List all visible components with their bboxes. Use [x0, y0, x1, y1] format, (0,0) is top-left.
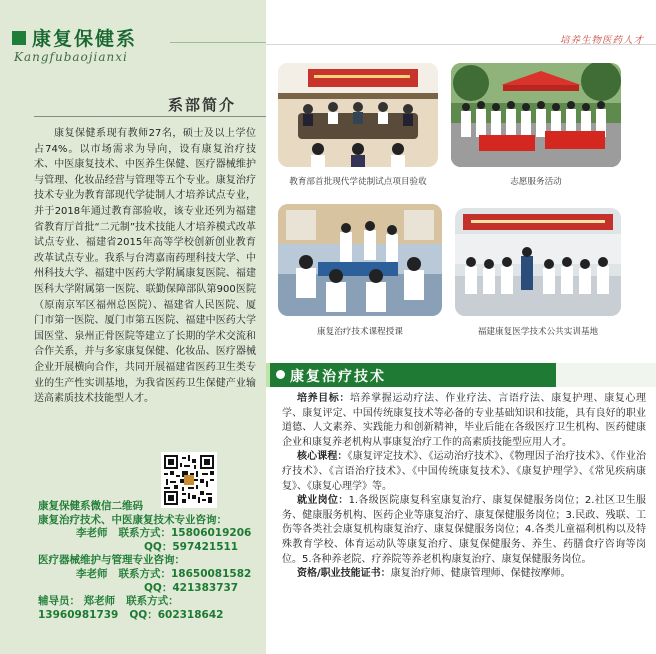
counselor-label: 辅导员： [38, 595, 80, 608]
group1-title: 康复治疗技术、中医康复技术专业咨询： [38, 513, 227, 526]
group2-qq-line [38, 582, 260, 596]
program-details [282, 392, 646, 582]
volunteer-photo-image [451, 63, 621, 167]
program-jobs [282, 494, 646, 567]
counselor-qq[interactable]: 602318642 [157, 608, 224, 621]
group1-qq-label: QQ： [144, 540, 173, 553]
jobs-text: 1.各级医院康复科室康复治疗、康复保健服务岗位；2.社区卫生服务、健康服务机构、医药企业等康复治疗、康复保健服务岗位；3.民政、残联、工伤等各类社会康复机构康复治疗、康复保健服务岗位；4.各类儿童福利机构以及特殊教育学校、体育运动队等康复治疗、康复保健服务、养生、药膳食疗咨询等岗位。5.各种养老院、疗养院等养老机构康复治疗、康复保健服务岗位。 [282, 495, 647, 565]
slogan: 培养生物医药人才 [559, 35, 644, 46]
wechat-label: 康复保健系微信二维码 [38, 500, 143, 512]
section-title-bar-tail [556, 363, 656, 387]
group2-title: 医疗器械维护与管理专业咨询： [38, 554, 185, 567]
group1-teacher: 李老师 [76, 527, 108, 540]
circle-bullet-icon [276, 370, 285, 379]
counselor-phone[interactable]: 13960981739 [38, 608, 119, 621]
intro-divider [34, 116, 266, 117]
cert-label: 资格/职业技能证书： [297, 568, 391, 580]
photo-course-teaching [278, 204, 442, 316]
counselor-name: 郑老师 [83, 595, 116, 608]
program-title: 康复治疗技术 [290, 369, 386, 385]
jobs-label: 就业岗位： [297, 495, 349, 507]
group1-phone-label: 联系方式： [118, 527, 171, 540]
photo-caption-acceptance: 教育部首批现代学徒制试点项目验收 [289, 177, 427, 187]
intro-text: 康复保健系现有教师27名，硕士及以上学位占74%。以市场需求为导向，设有康复治疗技术、中医康复技术、中医养生保健、医疗器械维护与管理、化妆品经营与管理等五个专业。康复治疗技术专业为教育部现代学徒制人才培养试点专业，并于2018年通过教育部验收，该专业还列为福建省教育厅首批“二元制”技术技能人才培养模式改革试点专业、福建省2015年高等学校创新创业教育改革试点专业。我系与台湾嘉南药理科技大学、中州科技大学、福建中医药大学附属康复医院、福建医科大学附属第一医院、联勤保障部队第900医院（原南京军区福州总医院）、福建省人民医院、厦门市第一医院、厦门市第五医院、福建中医药大学国医堂、泉州正骨医院等建立了长期的学术交流和合作关系，并与多家康复保健、化妆品、医疗器械企业开展横向合作，共同开展福建省医药卫生类专业的生产性实训基地，为我省医药卫生保健产业输送高素质技术技能型人才。 [34, 128, 256, 405]
photo-volunteer-activity [451, 63, 621, 167]
photo-caption-volunteer: 志愿服务活动 [510, 177, 562, 187]
qr-code-icon [164, 455, 214, 505]
header-divider [170, 42, 266, 43]
department-header [12, 24, 137, 51]
photo-caption-training-base: 福建康复医学技术公共实训基地 [477, 327, 599, 337]
group2-teacher: 李老师 [76, 567, 108, 580]
classroom-photo-image [278, 204, 442, 316]
section-title-tab [266, 363, 270, 387]
training-base-photo-image [455, 208, 621, 316]
courses-label: 核心课程： [297, 451, 348, 463]
counselor-line [38, 595, 260, 609]
intro-heading: 系部简介 [168, 96, 237, 114]
counselor-phone-qq-line [38, 609, 260, 623]
photo-caption-course: 康复治疗技术课程授课 [317, 327, 403, 337]
group1-phone-line [38, 527, 260, 541]
slogan-divider [266, 44, 656, 45]
program-courses [282, 450, 646, 494]
group1-qq[interactable]: 597421511 [172, 540, 239, 553]
contact-info [38, 500, 260, 622]
photo-training-base [455, 208, 621, 316]
group2-phone-label: 联系方式： [118, 567, 171, 580]
group1-qq-line [38, 541, 260, 555]
goal-label: 培养目标： [297, 393, 350, 404]
program-goal [282, 392, 646, 450]
program-certs [282, 567, 646, 582]
goal-text: 培养掌握运动疗法、作业疗法、言语疗法、康复护理、康复心理学、康复评定、中国传统康复技术等必备的专业基础知识和技能，具有良好的职业道德、人文素养、实践能力和创新精神，毕业后能在各级医疗卫生机构、医药健康企业和康复养老机构从事康复治疗工作的高素质技能型应用人才。 [282, 393, 646, 448]
group1-phone[interactable]: 15806019206 [170, 527, 252, 540]
cert-text: 康复治疗师、健康管理师、保健按摩师。 [390, 568, 571, 580]
courses-text: 《康复评定技术》、《运动治疗技术》、《物理因子治疗技术》、《作业治疗技术》、《言语治疗技术》、《中国传统康复技术》、《康复护理学》、《常见疾病康复》、《康复心理学》等。 [282, 451, 647, 492]
photo-acceptance-meeting [278, 63, 438, 167]
square-bullet-icon [12, 31, 26, 45]
group2-phone[interactable]: 18650081582 [170, 567, 252, 580]
department-title: 康复保健系 [32, 28, 138, 50]
department-pinyin: Kangfubaojianxi [14, 50, 128, 64]
group2-qq[interactable]: 421383737 [172, 581, 239, 594]
counselor-phone-label: 联系方式： [126, 595, 179, 608]
group2-phone-line [38, 568, 260, 582]
meeting-photo-image [278, 63, 438, 167]
counselor-qq-label: QQ： [129, 608, 158, 621]
group2-qq-label: QQ： [144, 581, 173, 594]
